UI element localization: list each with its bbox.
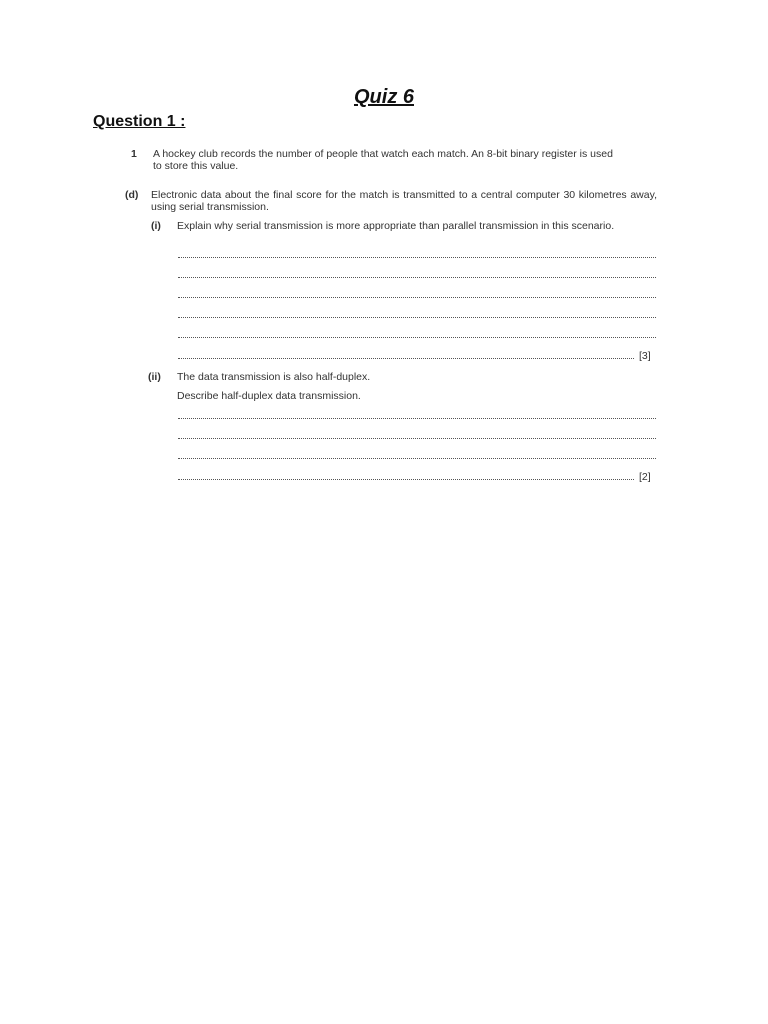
question-number: 1 — [131, 148, 137, 160]
part-i-marks: [3] — [639, 350, 651, 362]
question-heading: Question 1 : — [93, 113, 186, 130]
part-i-label: (i) — [151, 220, 161, 232]
answer-line — [178, 317, 656, 318]
answer-line — [178, 438, 656, 439]
answer-line — [178, 418, 656, 419]
part-ii-instruction: Describe half-duplex data transmission. — [177, 390, 361, 402]
answer-line — [178, 297, 656, 298]
part-i-text: Explain why serial transmission is more appropriate than parallel transmission in this scenario. — [177, 220, 615, 232]
part-ii-marks: [2] — [639, 471, 651, 483]
part-ii-text: The data transmission is also half-duplex. — [177, 371, 371, 383]
answer-line — [178, 479, 634, 480]
answer-line — [178, 458, 656, 459]
part-d-label: (d) — [125, 189, 139, 201]
page-title: Quiz 6 — [353, 86, 414, 108]
answer-line — [178, 277, 656, 278]
part-d-text: Electronic data about the final score for the match is transmitted to a central computer 30 kilometres away, using serial transmission. — [151, 189, 657, 213]
part-ii-label: (ii) — [148, 371, 161, 383]
answer-line — [178, 358, 634, 359]
answer-line — [178, 337, 656, 338]
question-text: A hockey club records the number of people that watch each match. An 8-bit binary register is used to store this value. — [153, 148, 613, 172]
answer-line — [178, 257, 656, 258]
